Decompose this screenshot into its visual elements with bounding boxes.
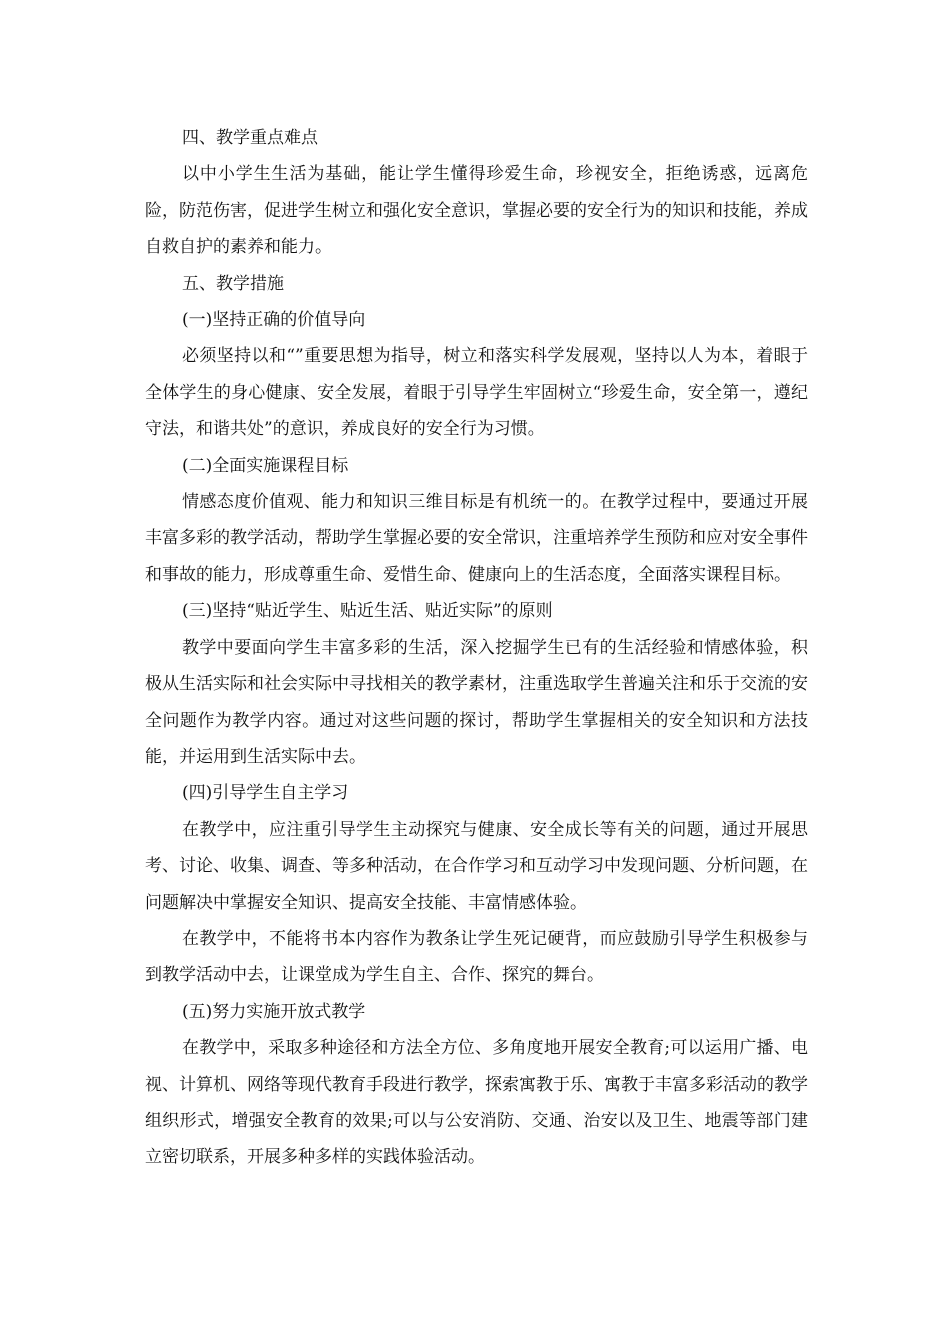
paragraph-key-points: 以中小学生生活为基础，能让学生懂得珍爱生命，珍视安全，拒绝诱惑，远离危险，防范伤害，促进学生树立和强化安全意识，掌握必要的安全行为的知识和技能，养成自救自护的素养和能力。 — [145, 164, 808, 258]
paragraph-open-teaching: 在教学中，采取多种途径和方法全方位、多角度地开展安全教育;可以运用广播、电视、计算机、网络等现代教育手段进行教学，探索寓教于乐、寓教于丰富多彩活动的教学组织形式，增强安全教育的效果;可以与公安消防、交通、治安以及卫生、地震等部门建立密切联系，开展多种多样的实践体验活动。 — [145, 1038, 808, 1168]
paragraph-self-learning-1: 在教学中，应注重引导学生主动探究与健康、安全成长等有关的问题，通过开展思考、讨论、收集、调查、等多种活动，在合作学习和互动学习中发现问题、分析问题，在问题解决中掌握安全知识、提高安全技能、丰富情感体验。 — [145, 819, 808, 913]
paragraph-value-orientation: 必须坚持以和“”重要思想为指导，树立和落实科学发展观，坚持以人为本，着眼于全体学生的身心健康、安全发展，着眼于引导学生牢固树立“珍爱生命，安全第一，遵纪守法，和谐共处”的意识，养成良好的安全行为习惯。 — [145, 346, 808, 440]
subheading-principle: (三)坚持“贴近学生、贴近生活、贴近实际”的原则 — [182, 601, 553, 622]
paragraph-course-goals: 情感态度价值观、能力和知识三维目标是有机统一的。在教学过程中，要通过开展丰富多彩的教学活动，帮助学生掌握必要的安全常识，注重培养学生预防和应对安全事件和事故的能力，形成尊重生命、爱惜生命、健康向上的生活态度，全面落实课程目标。 — [145, 492, 808, 585]
subheading-self-learning: (四)引导学生自主学习 — [182, 783, 349, 804]
subheading-course-goals: (二)全面实施课程目标 — [182, 455, 349, 476]
paragraph-self-learning-2: 在教学中，不能将书本内容作为教条让学生死记硬背，而应鼓励引导学生积极参与到教学活动中去，让课堂成为学生自主、合作、探究的舞台。 — [145, 928, 808, 986]
subheading-open-teaching: (五)努力实施开放式教学 — [182, 1001, 366, 1022]
paragraph-principle: 教学中要面向学生丰富多彩的生活，深入挖掘学生已有的生活经验和情感体验，积极从生活实际和社会实际中寻找相关的教学素材，注重选取学生普遍关注和乐于交流的安全问题作为教学内容。通过对这些问题的探讨，帮助学生掌握相关的安全知识和方法技能，并运用到生活实际中去。 — [145, 637, 808, 767]
document-page — [145, 120, 808, 1176]
section-heading-key-points: 四、教学重点难点 — [182, 128, 318, 148]
subheading-value-orientation: (一)坚持正确的价值导向 — [182, 310, 366, 331]
section-heading-measures: 五、教学措施 — [182, 273, 284, 294]
